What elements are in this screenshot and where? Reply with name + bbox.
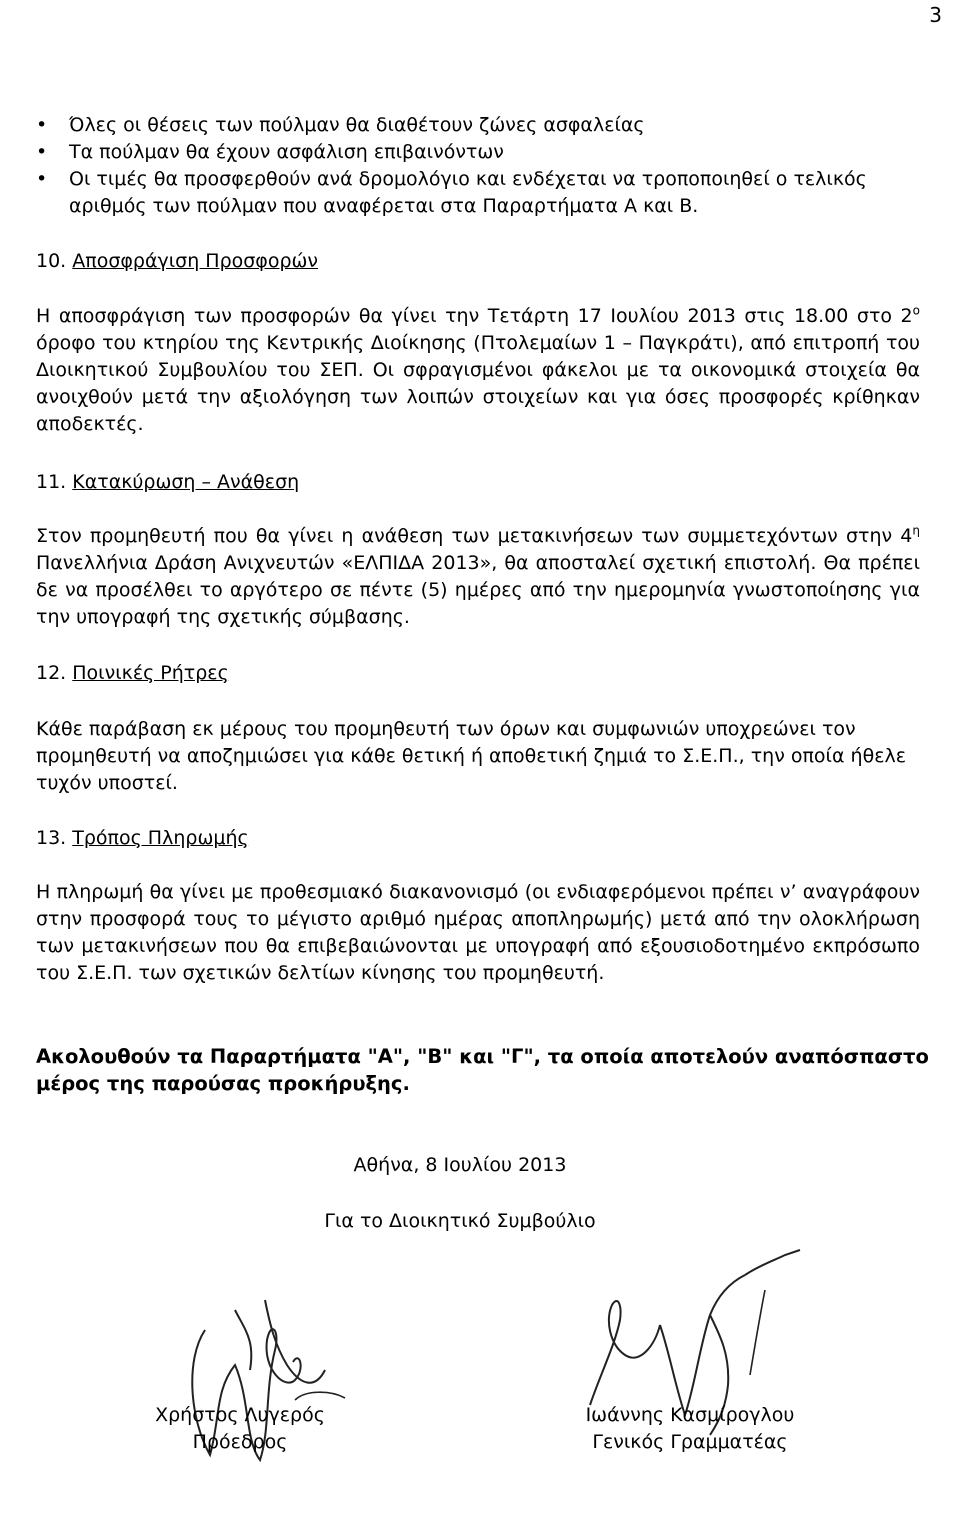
section-heading-13 [36, 825, 249, 852]
date-line: Αθήνα, 8 Ιουλίου 2013 [353, 1154, 567, 1176]
section-number: 10. [36, 250, 67, 272]
signer-name: Ιωάννης Κασμίρογλου [585, 1404, 795, 1426]
section-paragraph-13: Η πληρωμή θα γίνει με προθεσμιακό διακανονισμό (οι ενδιαφερόμενοι πρέπει ν’ αναγράφουν στην προσφορά τους το μέγιστο αριθμό ημέρας αποπληρωμής) μετά από την ολοκλήρωση των μετακινήσεων που θα επιβεβαιώνονται με υπογραφή από εξουσιοδοτημένο εκπρόσωπο του Σ.Ε.Π. των σχετικών δελτίων κίνησης του προμηθευτή. [36, 881, 920, 984]
bullet-item: • Οι τιμές θα προσφερθούν ανά δρομολόγιο και ενδέχεται να τροποποιηθεί ο τελικός αριθμός των πούλμαν που αναφέρεται στα Παραρτήματα Α και Β. [36, 166, 916, 220]
ordinal-superscript: ο [912, 303, 920, 318]
annexes-statement: Ακολουθούν τα Παραρτήματα "Α", "Β" και "Γ", τα οποία αποτελούν αναπόσπαστο μέρος της παρούσας προκήρυξης. [36, 1045, 929, 1095]
ordinal-superscript: η [912, 523, 920, 538]
signer-role: Γενικός Γραμματέας [592, 1431, 788, 1453]
bullet-item: • Τα πούλμαν θα έχουν ασφάλιση επιβαινόντων [36, 139, 916, 166]
section-title: Αποσφράγιση Προσφορών [72, 250, 319, 272]
section-paragraph-11: Στον προμηθευτή που θα γίνει η ανάθεση των μετακινήσεων των συμμετεχόντων στην $4^\eta$ Πανελλήνια Δράση Ανιχνευτών «ΕΛΠΙΔΑ 2013», θα αποσταλεί σχετική επιστολή. Θα πρέπει δε να προσέλθει το αργότερο σε πέντε (5) ημέρες από την ημερομηνία γνωστοποίησης για την υπογραφή της σχετικής σύμβασης. [36, 523, 920, 628]
section-title: Ποινικές Ρήτρες [72, 662, 229, 684]
signer-secretary [540, 1402, 840, 1456]
section-heading-10 [36, 248, 318, 275]
board-line: Για το Διοικητικό Συμβούλιο [324, 1210, 596, 1232]
section-number: 13. [36, 827, 67, 849]
section-heading-12 [36, 660, 229, 687]
section-paragraph-12: Κάθε παράβαση εκ μέρους του προμηθευτή των όρων και συμφωνιών υποχρεώνει τον προμηθευτή να αποζημιώσει για κάθε θετική ή αποθετική ζημιά το Σ.Ε.Π., την οποία ήθελε τυχόν υποστεί. [36, 718, 906, 794]
signer-role: Πρόεδρος [192, 1431, 288, 1453]
page-number: 3 [929, 3, 942, 27]
section-number: 11. [36, 471, 67, 493]
signer-president [120, 1402, 360, 1456]
section-heading-11 [36, 469, 299, 496]
section-paragraph-10: Η αποσφράγιση των προσφορών θα γίνει την Τετάρτη 17 Ιουλίου 2013 στις 18.00 στο $2^o$ όροφο του κτηρίου της Κεντρικής Διοίκησης (Πτολεμαίων 1 – Παγκράτι), από επιτροπή του Διοικητικού Συμβουλίου του ΣΕΠ. Οι σφραγισμένοι φάκελοι με τα οικονομικά στοιχεία θα ανοιχθούν μετά την αξιολόγηση των λοιπών στοιχείων και για όσες προσφορές κρίθηκαν αποδεκτές. [36, 303, 920, 435]
section-number: 12. [36, 662, 67, 684]
signer-name: Χρήστος Λυγερός [155, 1404, 325, 1426]
section-title: Κατακύρωση – Ανάθεση [72, 471, 300, 493]
bullet-item: • Όλες οι θέσεις των πούλμαν θα διαθέτουν ζώνες ασφαλείας [36, 112, 916, 139]
section-title: Τρόπος Πληρωμής [72, 827, 249, 849]
requirements-bullet-list [36, 112, 916, 220]
